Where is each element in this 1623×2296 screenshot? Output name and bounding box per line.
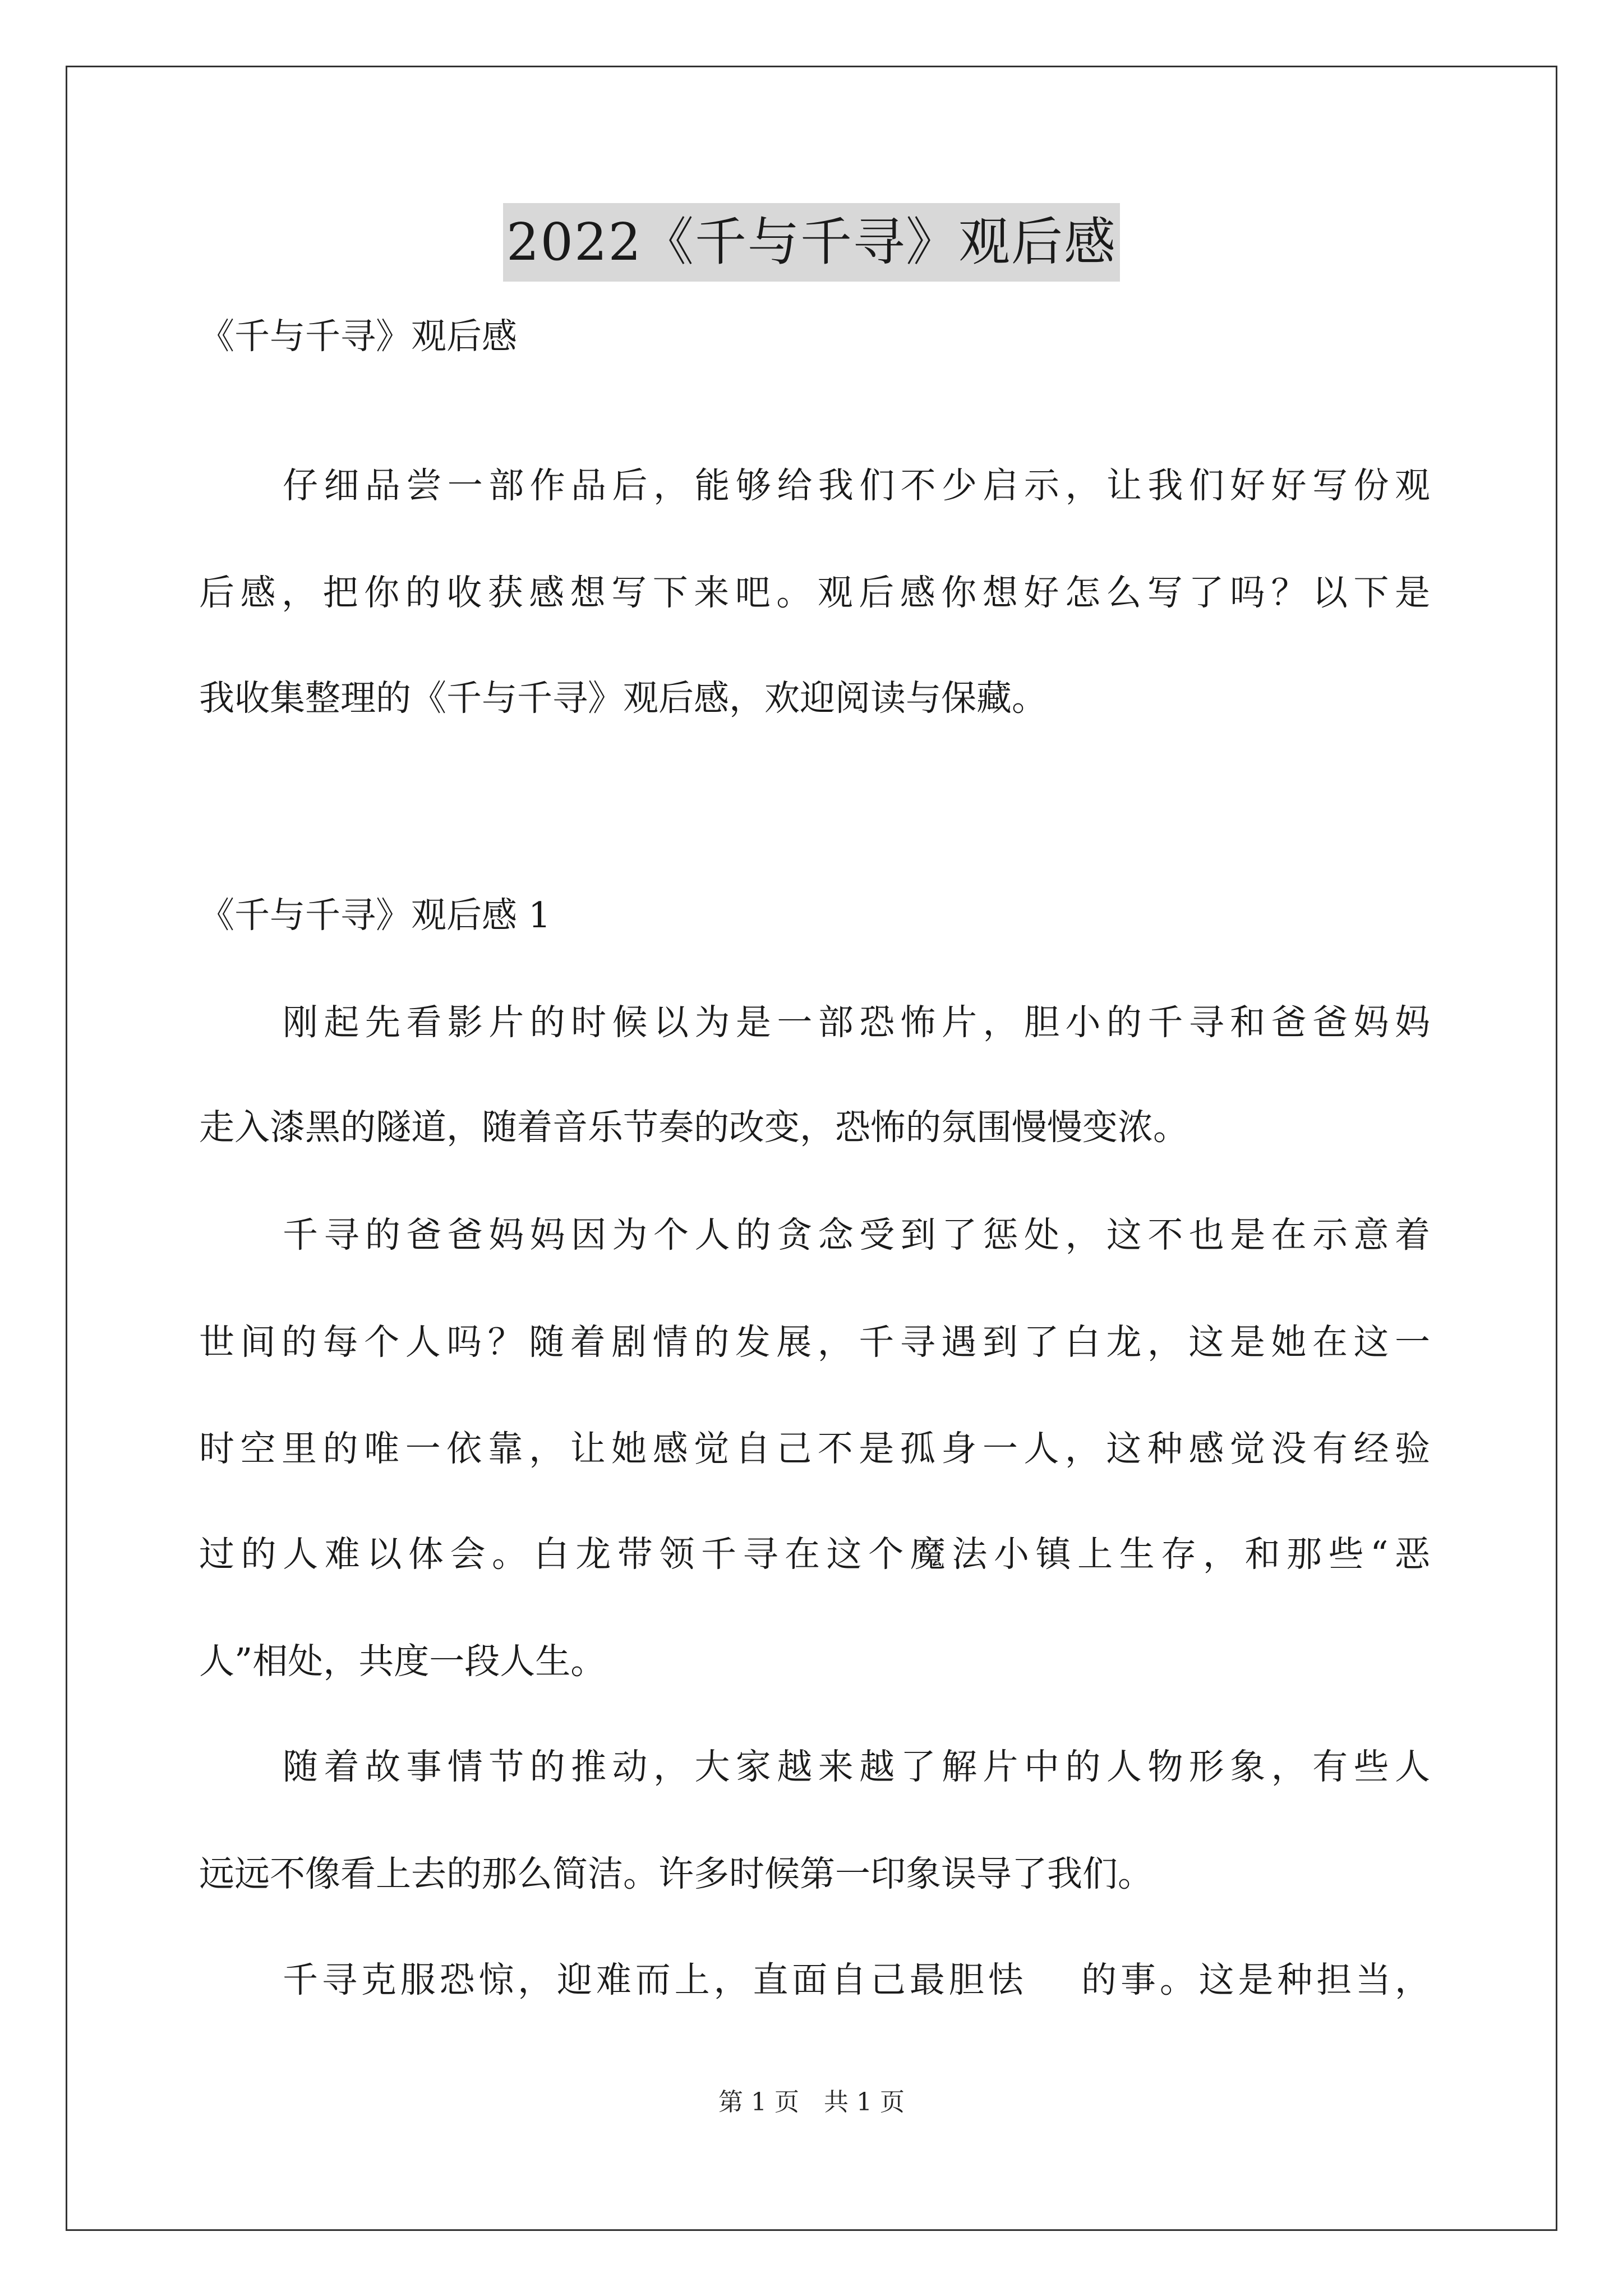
subtitle: 《千与千寻》观后感	[199, 316, 517, 357]
body-line: 过的人难以体会。白龙带领千寻在这个魔法小镇上生存，和那些“恶	[199, 1534, 1430, 1575]
title-container	[0, 203, 1623, 282]
intro-line: 仔细品尝一部作品后，能够给我们不少启示，让我们好好写份观	[283, 465, 1430, 506]
body-line: 时空里的唯一依靠，让她感觉自己不是孤身一人，这种感觉没有经验	[199, 1428, 1430, 1469]
body-line: 千寻克服恐惊，迎难而上，直面自己最胆怯 的事。这是种担当，	[283, 1959, 1430, 2000]
body-line: 人”相处，共度一段人生。	[199, 1641, 606, 1682]
body-line: 世间的每个人吗？随着剧情的发展，千寻遇到了白龙，这是她在这一	[199, 1322, 1430, 1363]
section-heading: 《千与千寻》观后感 1	[199, 895, 551, 936]
body-line: 远远不像看上去的那么简洁。许多时候第一印象误导了我们。	[199, 1853, 1153, 1894]
intro-line: 后感，把你的收获感想写下来吧。观后感你想好怎么写了吗？以下是	[199, 572, 1430, 613]
intro-line: 我收集整理的《千与千寻》观后感，欢迎阅读与保藏。	[199, 678, 1047, 719]
body-line: 走入漆黑的隧道，随着音乐节奏的改变，恐怖的氛围慢慢变浓。	[199, 1107, 1188, 1148]
page-footer: 第 1 页 共 1 页	[718, 2088, 905, 2116]
document-title: 2022《千与千寻》观后感	[503, 203, 1120, 282]
body-line: 随着故事情节的推动，大家越来越了解片中的人物形象，有些人	[283, 1746, 1430, 1787]
body-line: 千寻的爸爸妈妈因为个人的贪念受到了惩处，这不也是在示意着	[283, 1214, 1430, 1255]
body-line: 刚起先看影片的时候以为是一部恐怖片，胆小的千寻和爸爸妈妈	[283, 1002, 1430, 1043]
